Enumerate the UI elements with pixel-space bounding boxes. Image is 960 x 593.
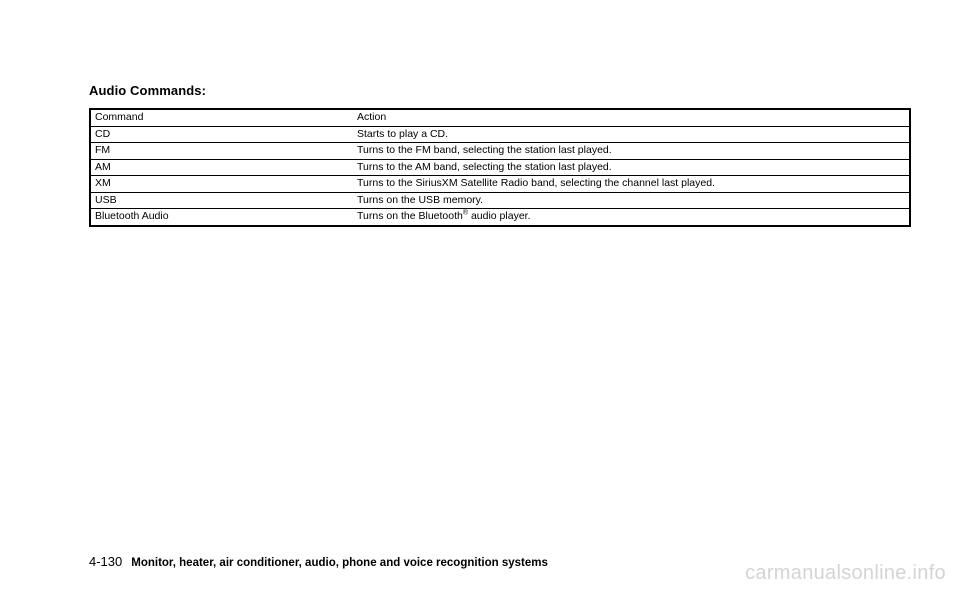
command-cell: Bluetooth Audio bbox=[90, 209, 353, 226]
command-cell: CD bbox=[90, 126, 353, 143]
table-row bbox=[90, 159, 910, 176]
audio-commands-table bbox=[89, 108, 911, 227]
column-header-action: Action bbox=[357, 111, 387, 124]
command-cell: XM bbox=[90, 176, 353, 193]
registered-mark: ® bbox=[462, 209, 469, 217]
action-text-suffix: audio player. bbox=[468, 210, 531, 223]
table-header-row bbox=[90, 109, 910, 126]
page-footer bbox=[89, 554, 548, 569]
table-row bbox=[90, 176, 910, 193]
action-cell: Turns on the USB memory. bbox=[353, 192, 910, 209]
action-cell: Starts to play a CD. bbox=[353, 126, 910, 143]
watermark: carmanualsonline.info bbox=[745, 562, 946, 584]
table-row bbox=[90, 192, 910, 209]
action-cell: Turns to the SiriusXM Satellite Radio band, selecting the channel last played. bbox=[353, 176, 910, 193]
section-title: Audio Commands: bbox=[89, 83, 207, 98]
command-cell: FM bbox=[90, 143, 353, 160]
command-cell: AM bbox=[90, 159, 353, 176]
table-row bbox=[90, 126, 910, 143]
column-header-command: Command bbox=[95, 111, 144, 124]
action-cell bbox=[353, 209, 910, 226]
table-row bbox=[90, 143, 910, 160]
action-text: Turns on the Bluetooth bbox=[357, 210, 463, 223]
command-cell: USB bbox=[90, 192, 353, 209]
table-row bbox=[90, 209, 910, 226]
page-number: 4-130 bbox=[89, 554, 123, 569]
action-cell: Turns to the AM band, selecting the station last played. bbox=[353, 159, 910, 176]
chapter-title: Monitor, heater, air conditioner, audio, phone and voice recognition systems bbox=[131, 557, 548, 569]
action-cell: Turns to the FM band, selecting the station last played. bbox=[353, 143, 910, 160]
